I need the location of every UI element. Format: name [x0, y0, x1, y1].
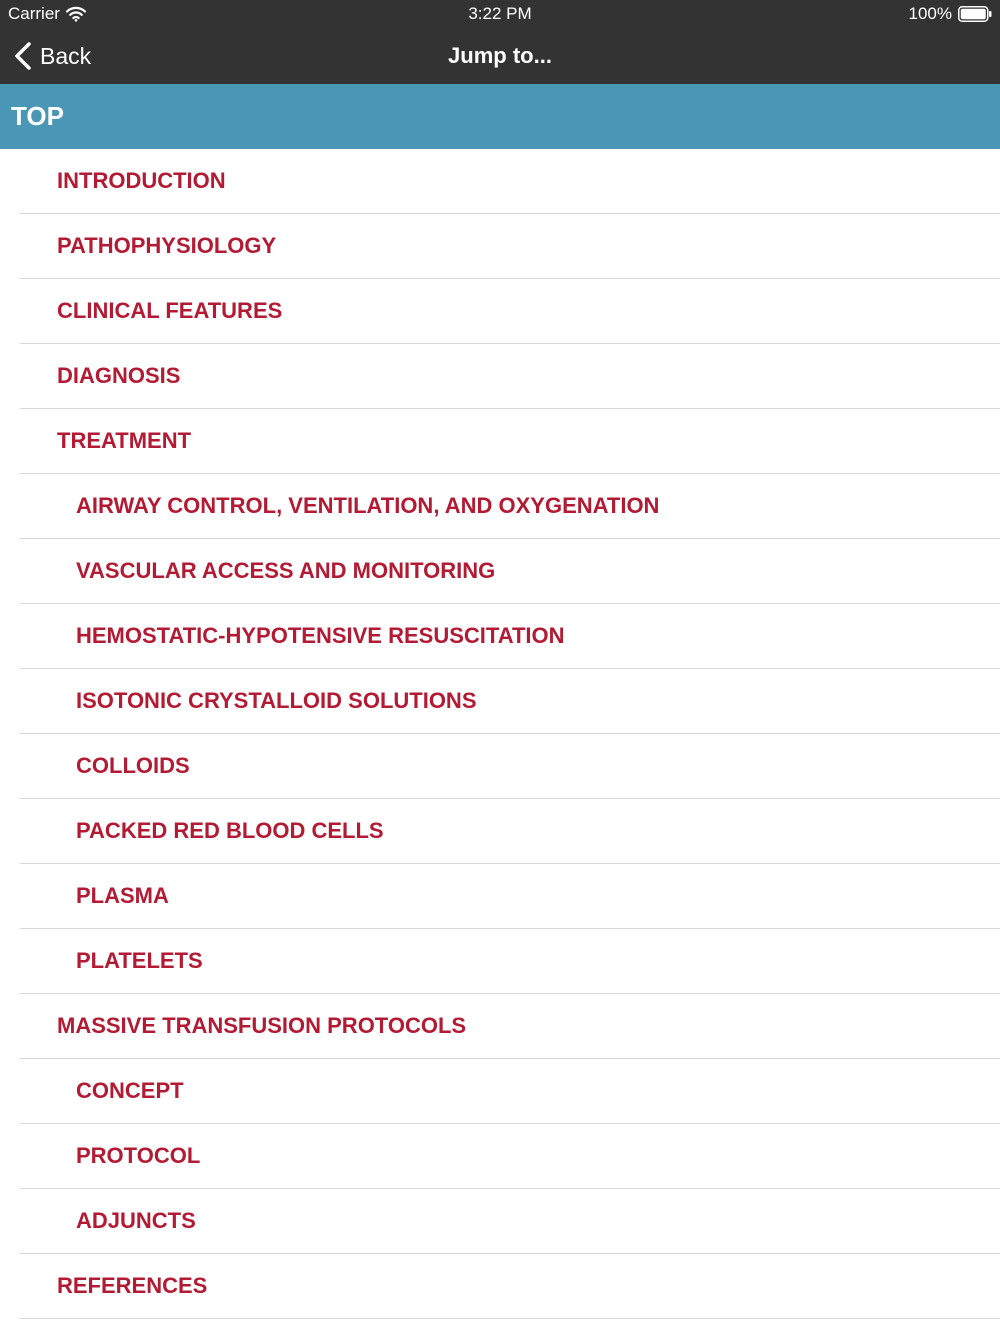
toc-item-pathophysiology[interactable] — [20, 214, 1000, 279]
toc-item-label: PLASMA — [76, 883, 169, 908]
toc-item-diagnosis[interactable] — [20, 344, 1000, 409]
toc-item-adjuncts[interactable] — [20, 1189, 1000, 1254]
top-section-label: TOP — [11, 101, 64, 131]
toc-item-colloids[interactable] — [20, 734, 1000, 799]
toc-item-label: PLATELETS — [76, 948, 203, 973]
page-title: Jump to... — [448, 43, 552, 68]
toc-item-label: ADJUNCTS — [76, 1208, 196, 1233]
carrier-indicator — [8, 4, 86, 24]
toc-item-label: AIRWAY CONTROL, VENTILATION, AND OXYGENATION — [76, 493, 660, 518]
toc-item-plasma[interactable] — [20, 864, 1000, 929]
toc-item-label: TREATMENT — [57, 428, 192, 453]
toc-item-label: CLINICAL FEATURES — [57, 298, 283, 323]
toc-item-label: PATHOPHYSIOLOGY — [57, 233, 277, 258]
battery-indicator — [909, 4, 992, 24]
toc-item-label: REFERENCES — [57, 1273, 208, 1298]
toc-item-concept[interactable] — [20, 1059, 1000, 1124]
toc-item-massive-transfusion[interactable] — [20, 994, 1000, 1059]
wifi-icon — [66, 6, 86, 22]
top-section-header[interactable] — [0, 84, 1000, 149]
toc-item-isotonic-crystalloid[interactable] — [20, 669, 1000, 734]
back-button[interactable] — [14, 28, 91, 84]
toc-item-label: INTRODUCTION — [57, 168, 226, 193]
navigation-bar — [0, 28, 1000, 84]
toc-item-protocol[interactable] — [20, 1124, 1000, 1189]
back-label: Back — [40, 42, 92, 69]
toc-item-label: DIAGNOSIS — [57, 363, 181, 388]
toc-item-label: PROTOCOL — [76, 1143, 201, 1168]
battery-icon — [958, 6, 992, 22]
toc-item-hemostatic-resuscitation[interactable] — [20, 604, 1000, 669]
status-time: 3:22 PM — [468, 4, 532, 23]
toc-item-airway-control[interactable] — [20, 474, 1000, 539]
toc-item-label: CONCEPT — [76, 1078, 184, 1103]
toc-item-treatment[interactable] — [20, 409, 1000, 474]
toc-item-introduction[interactable] — [20, 149, 1000, 214]
table-of-contents — [0, 149, 1000, 1319]
toc-item-packed-red-blood-cells[interactable] — [20, 799, 1000, 864]
toc-item-label: ISOTONIC CRYSTALLOID SOLUTIONS — [76, 688, 477, 713]
toc-item-vascular-access[interactable] — [20, 539, 1000, 604]
battery-percent: 100% — [908, 4, 952, 23]
toc-item-platelets[interactable] — [20, 929, 1000, 994]
chevron-left-icon — [14, 42, 32, 70]
toc-item-references[interactable] — [20, 1254, 1000, 1319]
toc-item-label: COLLOIDS — [76, 753, 190, 778]
carrier-label: Carrier — [8, 4, 60, 23]
status-bar — [0, 0, 1000, 28]
toc-item-clinical-features[interactable] — [20, 279, 1000, 344]
toc-item-label: VASCULAR ACCESS AND MONITORING — [76, 558, 496, 583]
toc-item-label: PACKED RED BLOOD CELLS — [76, 818, 384, 843]
toc-item-label: MASSIVE TRANSFUSION PROTOCOLS — [57, 1013, 467, 1038]
toc-item-label: HEMOSTATIC-HYPOTENSIVE RESUSCITATION — [76, 623, 565, 648]
